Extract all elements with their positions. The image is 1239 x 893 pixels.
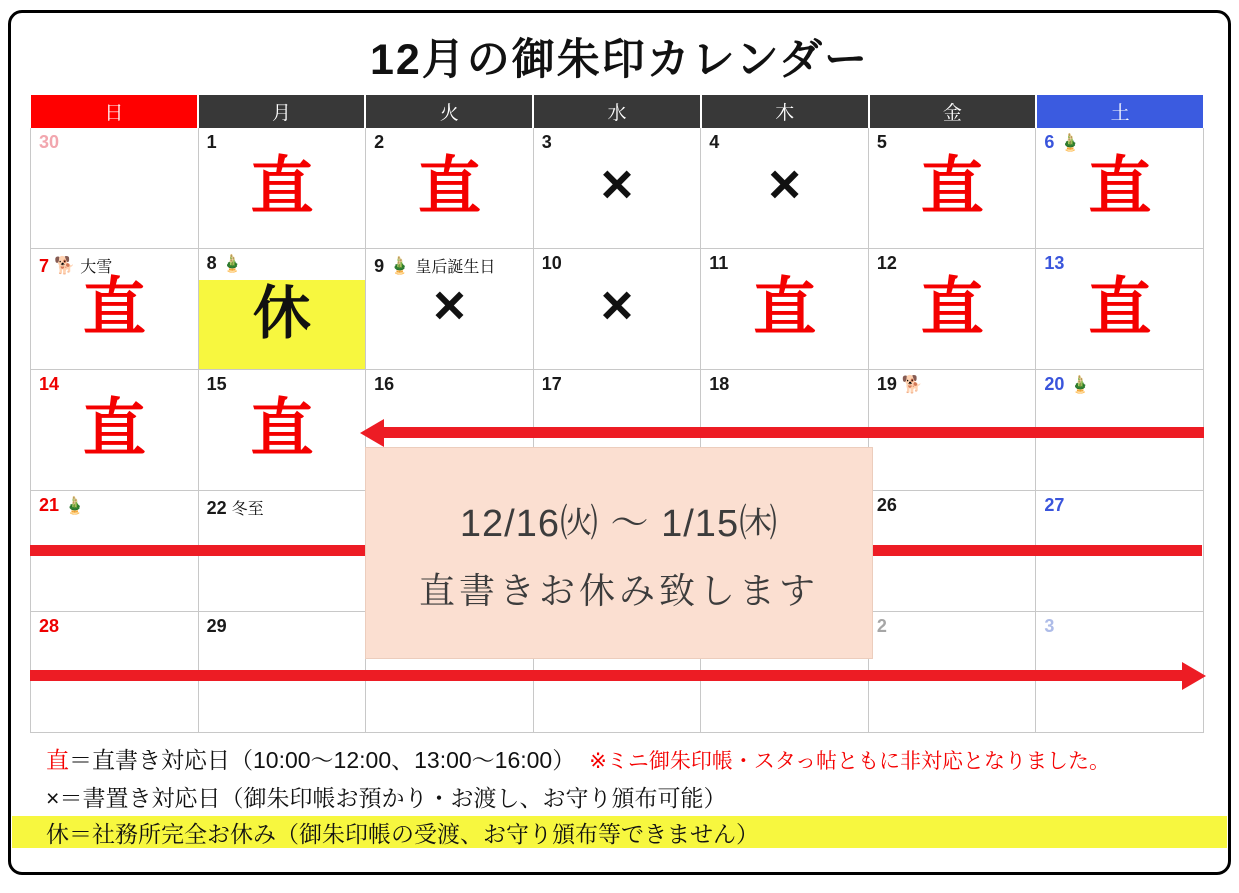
legend-direct-text: ＝直書き対応日（10:00～12:00、13:00～16:00） [69, 747, 576, 773]
calendar-cell [31, 128, 199, 249]
calendar-cell [534, 128, 702, 249]
date-number: 7 [39, 255, 50, 276]
cell-date-row [709, 254, 864, 272]
date-number: 3 [541, 132, 552, 152]
availability-mark: 直 [250, 152, 314, 222]
date-number: 30 [39, 132, 60, 152]
date-number: 16 [374, 374, 395, 394]
cell-date-row [877, 375, 1032, 393]
date-number: 11 [709, 253, 729, 273]
cell-date-row [374, 254, 529, 277]
date-note: 大雪 [80, 259, 113, 276]
weekday-header-cell: 火 [365, 95, 533, 128]
legend-closed-symbol: 休 [46, 820, 69, 847]
date-number: 9 [374, 255, 385, 276]
cell-date-row [374, 133, 529, 151]
closure-arrow-row5-bar [30, 670, 1182, 681]
availability-mark: 直 [920, 152, 984, 222]
calendar-cell [199, 128, 367, 249]
cell-date-row [877, 496, 1032, 514]
dog-icon: 🐕 [54, 256, 76, 275]
calendar-cell [701, 128, 869, 249]
date-note: 皇后誕生日 [415, 259, 496, 276]
cell-date-row [207, 254, 362, 272]
legend-closed-description: ＝社務所完全お休み（御朱印帳の受渡、お守り頒布等できません） [69, 820, 759, 847]
calendar-cell [534, 249, 702, 370]
closure-arrow-row5-right-arrowhead [1182, 662, 1206, 690]
legend-kakioki-symbol: × [46, 785, 60, 811]
weekday-header-cell: 土 [1036, 95, 1204, 128]
legend-line-closed-highlight [12, 816, 1227, 848]
date-number: 4 [709, 132, 720, 152]
date-number: 13 [1044, 253, 1065, 273]
cell-date-row [207, 375, 362, 393]
cell-date-row [39, 254, 194, 277]
calendar-cell [869, 128, 1037, 249]
weekday-header-cell: 日 [30, 95, 198, 128]
cell-date-row [709, 375, 864, 393]
calendar-cell [31, 249, 199, 370]
cell-date-row [374, 375, 529, 393]
cell-date-row [542, 375, 697, 393]
availability-mark: 直 [1088, 273, 1152, 343]
legend-line-direct-writing [46, 742, 1110, 775]
calendar-cell [199, 370, 367, 491]
date-number: 29 [206, 616, 227, 636]
cell-date-row [877, 133, 1032, 151]
calendar-cell [1036, 249, 1204, 370]
date-number: 18 [709, 374, 730, 394]
legend-direct-symbol: 直 [46, 747, 69, 773]
availability-mark: 直 [1088, 152, 1152, 222]
cell-date-row [1044, 617, 1199, 635]
pine-decoration-icon: 🎍 [221, 253, 243, 273]
pine-decoration-icon: 🎍 [389, 256, 411, 275]
cell-date-row [39, 133, 194, 151]
date-number: 5 [876, 132, 887, 152]
cell-date-row [1044, 496, 1199, 514]
date-number: 1 [206, 132, 217, 152]
availability-mark: 直 [250, 394, 314, 464]
date-number: 15 [206, 374, 227, 394]
cell-date-row [207, 496, 362, 519]
date-number: 17 [541, 374, 562, 394]
date-number: 27 [1044, 495, 1065, 515]
date-number: 14 [39, 374, 60, 394]
weekday-header-cell: 水 [533, 95, 701, 128]
cell-date-row [39, 496, 194, 514]
date-number: 22 [206, 497, 227, 518]
calendar-cell [869, 249, 1037, 370]
calendar-cell [199, 249, 367, 370]
closure-arrow-row3-bar [382, 427, 1204, 438]
date-number: 8 [206, 253, 217, 273]
weekday-header-cell: 月 [198, 95, 366, 128]
weekday-header-cell: 木 [701, 95, 869, 128]
date-number: 19 [876, 374, 897, 394]
availability-mark: 直 [82, 273, 146, 343]
legend-line-kakioki [46, 780, 726, 813]
calendar-cell [701, 249, 869, 370]
legend-direct-note: ※ミニ御朱印帳・スタっ帖ともに非対応となりました。 [589, 750, 1110, 773]
date-note: 冬至 [231, 501, 264, 518]
cell-date-row [207, 617, 362, 635]
date-number: 21 [39, 495, 60, 515]
date-number: 10 [541, 253, 562, 273]
weekday-header-cell: 金 [869, 95, 1037, 128]
cell-date-row [709, 133, 864, 151]
closure-arrow-row3-left-arrowhead [360, 419, 384, 447]
date-number: 3 [1044, 616, 1055, 636]
calendar-week-row [31, 249, 1204, 370]
cell-date-row [877, 254, 1032, 272]
availability-mark: × [600, 152, 634, 215]
availability-mark: × [600, 273, 634, 336]
legend-kakioki-text: ＝書置き対応日（御朱印帳お預かり・お渡し、お守り頒布可能） [59, 785, 727, 811]
closure-notice-dates: 12/16㈫ ～ 1/15㈭ [459, 503, 779, 545]
availability-mark: × [768, 152, 801, 215]
cell-date-row [39, 375, 194, 393]
cell-date-row [207, 133, 362, 151]
availability-mark: 直 [753, 273, 817, 343]
calendar-cell [31, 370, 199, 491]
pine-decoration-icon: 🎍 [1059, 132, 1081, 152]
date-number: 26 [876, 495, 897, 515]
calendar-cell [366, 128, 534, 249]
date-number: 2 [876, 616, 887, 636]
date-number: 12 [876, 253, 897, 273]
calendar-cell [366, 249, 534, 370]
closure-notice-box [365, 447, 873, 659]
cell-date-row [1044, 254, 1199, 272]
cell-date-row [39, 617, 194, 635]
closure-notice-message: 直書きお休み致します [418, 570, 819, 611]
weekday-header-row [30, 95, 1204, 128]
cell-date-row [877, 617, 1032, 635]
date-number: 20 [1044, 374, 1065, 394]
pine-decoration-icon: 🎍 [64, 495, 86, 515]
date-number: 6 [1044, 132, 1055, 152]
cell-date-row [1044, 375, 1199, 393]
cell-date-row [542, 133, 697, 151]
availability-mark: 直 [82, 394, 146, 464]
date-number: 28 [39, 616, 60, 636]
availability-mark: 直 [920, 273, 984, 343]
calendar-cell [1036, 128, 1204, 249]
availability-mark: 休 [252, 281, 311, 346]
cell-date-row [1044, 133, 1199, 151]
page-title: 12月の御朱印カレンダー [369, 36, 870, 84]
dog-icon: 🐕 [901, 374, 924, 394]
cell-date-row [542, 254, 697, 272]
pine-decoration-icon: 🎍 [1069, 374, 1091, 394]
calendar-week-row [31, 128, 1204, 249]
availability-mark: 直 [417, 152, 481, 222]
legend-closed-text [12, 816, 759, 849]
availability-mark: × [433, 273, 466, 336]
date-number: 2 [374, 132, 385, 152]
